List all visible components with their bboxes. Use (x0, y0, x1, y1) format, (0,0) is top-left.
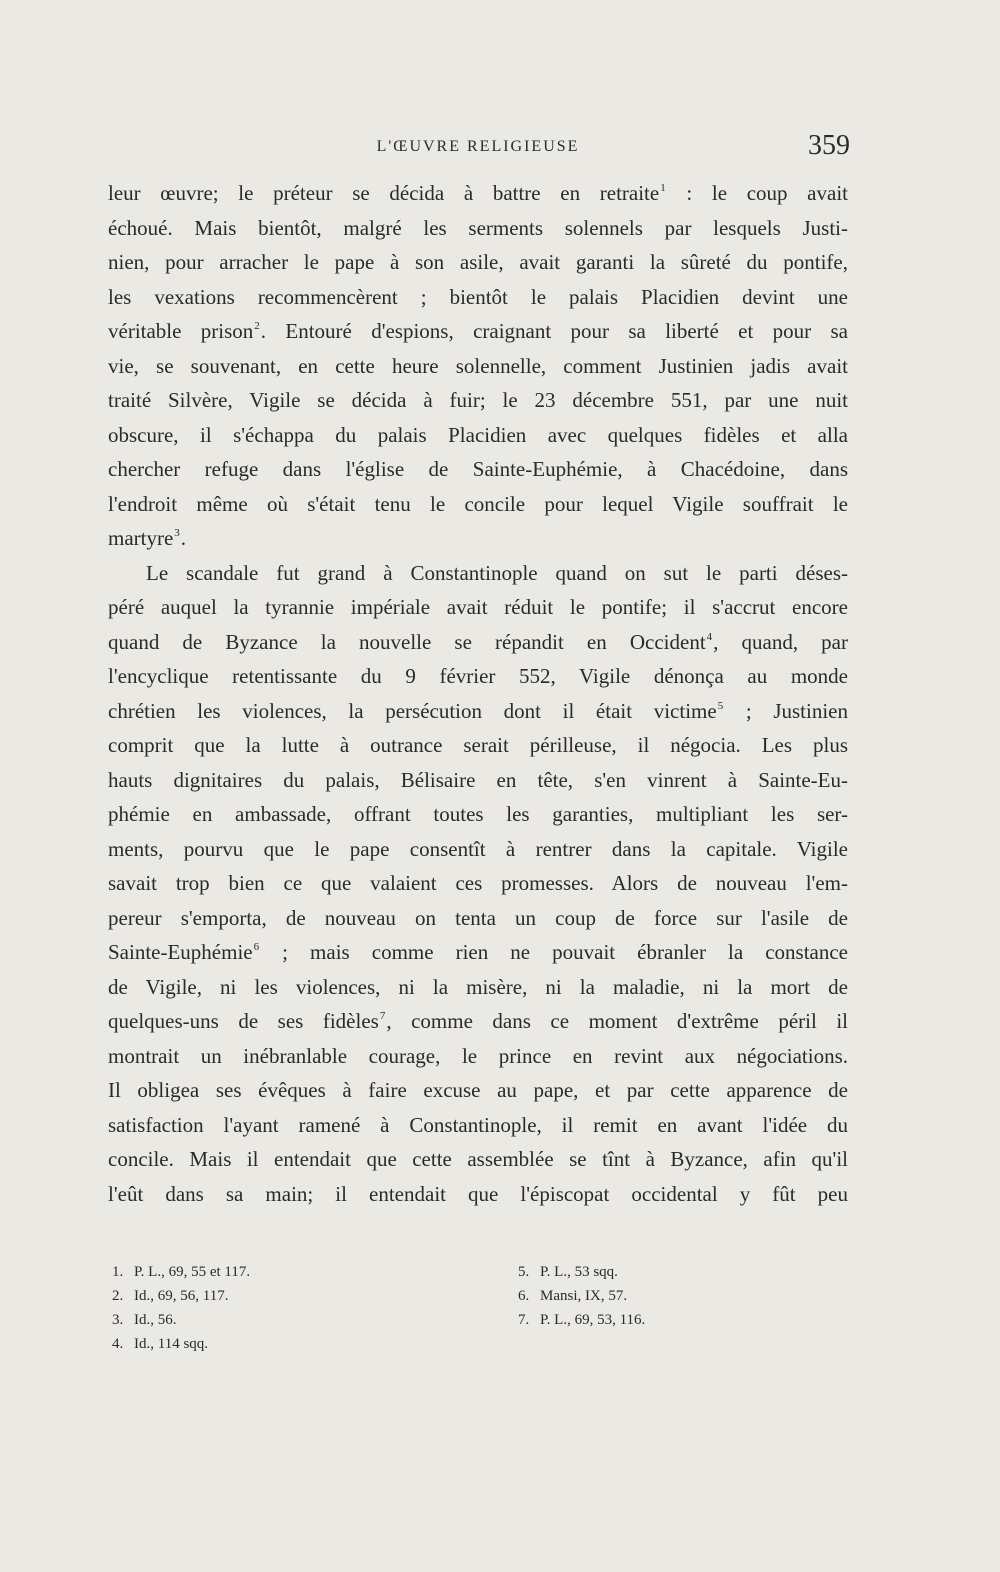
text-line (108, 487, 848, 522)
line-text: . Entouré d'espions, craignant pour sa liberté et pour sa (260, 319, 848, 343)
text-line (108, 659, 848, 694)
text-line (108, 521, 848, 556)
text-line (108, 211, 848, 246)
text-line (108, 763, 848, 798)
footnote-number: 1. (112, 1264, 124, 1280)
footnote-number: 2. (112, 1288, 124, 1304)
line-text: vie, se souvenant, en cette heure solennelle, comment Justinien jadis avait (108, 353, 848, 378)
footnote-marker: 5 (717, 699, 724, 712)
line-text: obscure, il s'échappa du palais Placidien avec quelques fidèles et alla (108, 422, 848, 447)
line-text: Le scandale fut grand à Constantinople quand on sut le parti déses- (146, 560, 848, 585)
text-line (108, 728, 848, 763)
running-head (108, 130, 850, 164)
footnote (518, 1260, 748, 1284)
line-text: phémie en ambassade, offrant toutes les garanties, multipliant les ser- (108, 802, 848, 826)
footnote (518, 1308, 748, 1332)
footnote-marker: 2 (254, 320, 260, 332)
line-text: l'eût dans sa main; il entendait que l'épiscopat occidental y fût peu (108, 1181, 848, 1206)
line-text: hauts dignitaires du palais, Bélisaire en tête, s'en vinrent à Sainte-Eu- (108, 767, 848, 792)
line-text: satisfaction l'ayant ramené à Constantinople, il remit en avant l'idée du (108, 1112, 848, 1137)
line-text: péré auquel la tyrannie impériale avait réduit le pontife; il s'accrut encore (108, 595, 848, 619)
text-line (108, 1004, 848, 1039)
footnotes-left-column (112, 1260, 412, 1356)
text-line (108, 935, 848, 970)
line-text: Il obligea ses évêques à faire excuse au pape, et par cette apparence de (108, 1078, 848, 1102)
line-text: pereur s'emporta, de nouveau on tenta un coup de force sur l'asile de (108, 905, 848, 930)
footnote-text: P. L., 69, 55 et 117. (134, 1264, 251, 1280)
text-line (108, 556, 848, 591)
text-line (108, 866, 848, 901)
footnote-marker: 6 (253, 941, 260, 953)
running-title: L'ŒUVRE RELIGIEUSE (376, 138, 580, 155)
text-line (108, 901, 848, 936)
footnote-text: Mansi, IX, 57. (540, 1288, 628, 1304)
line-text: véritable prison (108, 319, 254, 343)
footnote-number: 7. (518, 1312, 530, 1328)
line-text: montrait un inébranlable courage, le prince en revint aux négociations. (108, 1043, 848, 1068)
line-text: échoué. Mais bientôt, malgré les serments solennels par lesquels Justi- (108, 215, 848, 240)
line-text: de Vigile, ni les violences, ni la misère, ni la maladie, ni la mort de (108, 974, 848, 999)
line-text: traité Silvère, Vigile se décida à fuir; le 23 décembre 551, par une nuit (108, 388, 848, 412)
text-line (108, 349, 848, 384)
line-text: nien, pour arracher le pape à son asile, avait garanti la sûreté du pontife, (108, 250, 848, 274)
footnote (112, 1308, 412, 1332)
footnote-number: 6. (518, 1288, 530, 1304)
footnote-number: 4. (112, 1336, 124, 1352)
line-text: comprit que la lutte à outrance serait périlleuse, il négocia. Les plus (108, 733, 848, 757)
line-text: ; mais comme rien ne pouvait ébranler la constance (260, 940, 848, 964)
text-line (108, 832, 848, 867)
footnote-text: Id., 69, 56, 117. (134, 1288, 229, 1304)
line-text: ments, pourvu que le pape consentît à rentrer dans la capitale. Vigile (108, 836, 848, 861)
text-line (108, 590, 848, 625)
text-line (108, 418, 848, 453)
line-text: les vexations recommencèrent ; bientôt le palais Placidien devint une (108, 284, 848, 309)
footnote-number: 3. (112, 1312, 124, 1328)
line-text: quelques-uns de ses fidèles (108, 1009, 379, 1033)
footnotes (112, 1260, 732, 1360)
line-text: chercher refuge dans l'église de Sainte-Euphémie, à Chacédoine, dans (108, 457, 848, 481)
footnotes-right-column (518, 1260, 748, 1332)
page-number: 359 (808, 130, 850, 161)
line-text: quand de Byzance la nouvelle se répandit en Occident (108, 629, 706, 654)
body-text (108, 176, 848, 1211)
text-line (108, 452, 848, 487)
text-line (108, 1142, 848, 1177)
line-text: chrétien les violences, la persécution dont il était victime (108, 698, 717, 723)
text-line (108, 1073, 848, 1108)
footnote (112, 1332, 412, 1356)
line-text: , quand, par (713, 629, 849, 654)
line-text: leur œuvre; le préteur se décida à battre en retraite (108, 181, 660, 205)
text-line (108, 694, 848, 729)
footnote-text: Id., 114 sqq. (134, 1336, 209, 1352)
footnote-text: Id., 56. (134, 1312, 177, 1328)
line-text: l'encyclique retentissante du 9 février 552, Vigile dénonça au monde (108, 664, 848, 688)
footnote (112, 1284, 412, 1308)
line-text: martyre (108, 526, 174, 550)
footnote-number: 5. (518, 1264, 530, 1280)
text-line (108, 245, 848, 280)
footnote-marker: 7 (379, 1010, 386, 1022)
text-line (108, 1177, 848, 1212)
line-text: savait trop bien ce que valaient ces promesses. Alors de nouveau l'em- (108, 871, 848, 895)
footnote (518, 1284, 748, 1308)
text-line (108, 383, 848, 418)
line-text: , comme dans ce moment d'extrême péril il (386, 1009, 848, 1033)
line-text: concile. Mais il entendait que cette assemblée se tînt à Byzance, afin qu'il (108, 1147, 848, 1171)
text-line (108, 176, 848, 211)
footnote-text: P. L., 53 sqq. (540, 1264, 618, 1280)
footnote-marker: 4 (706, 630, 713, 643)
text-line (108, 797, 848, 832)
line-text: : le coup avait (666, 181, 848, 205)
text-line (108, 625, 848, 660)
line-text: l'endroit même où s'était tenu le concile pour lequel Vigile souffrait le (108, 491, 848, 516)
text-line (108, 1039, 848, 1074)
text-line (108, 280, 848, 315)
footnote-marker: 3 (174, 527, 180, 539)
line-text: Sainte-Euphémie (108, 940, 253, 964)
text-line (108, 1108, 848, 1143)
footnote-marker: 1 (660, 182, 666, 194)
text-line (108, 314, 848, 349)
line-text: ; Justinien (724, 698, 848, 723)
footnote (112, 1260, 412, 1284)
text-line (108, 970, 848, 1005)
line-text: . (180, 526, 187, 550)
footnote-text: P. L., 69, 53, 116. (540, 1312, 646, 1328)
